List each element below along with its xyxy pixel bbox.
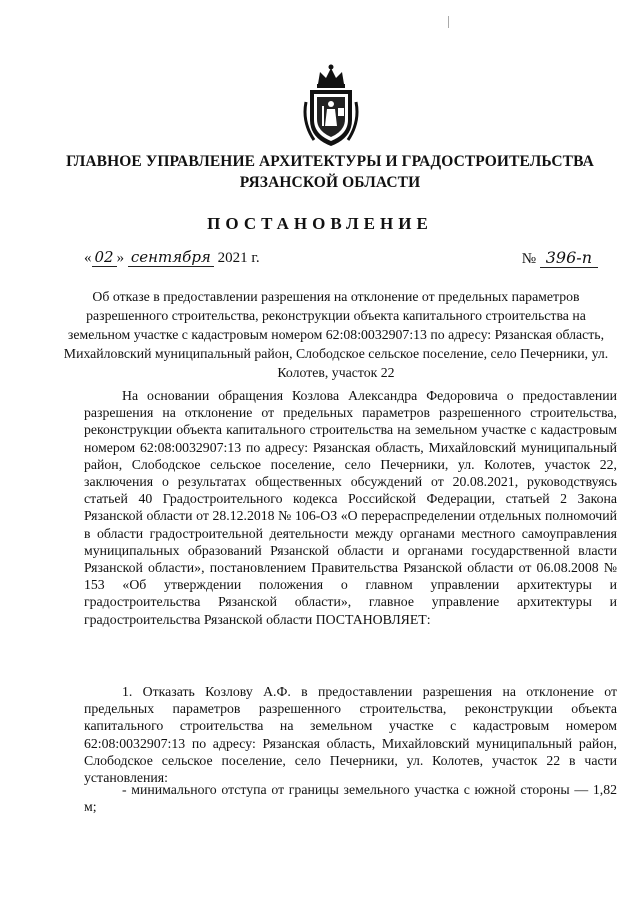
organization-name: ГЛАВНОЕ УПРАВЛЕНИЕ АРХИТЕКТУРЫ И ГРАДОСТРОИТЕЛЬСТВА РЯЗАНСКОЙ ОБЛАСТИ bbox=[66, 153, 594, 191]
document-date bbox=[84, 248, 260, 267]
scan-mark bbox=[448, 16, 449, 28]
document-type: ПОСТАНОВЛЕНИЕ bbox=[207, 214, 433, 233]
body-paragraph-2: 1. Отказать Козлову А.Ф. в предоставлении разрешения на отклонение от предельных параметров разрешенного строительства, реконструкции объекта капитального строительства на земельном участке с кадастровым номером 62:08:0032907:13 по адресу: Рязанская область, Михайловский муниципальный район, Слободское сельское поселение, село Печерники, ул. Колотев, участок 22 в части установления: bbox=[84, 684, 617, 786]
document-subject: Об отказе в предоставлении разрешения на отклонение от предельных параметров разрешенного строительства, реконструкции объекта капитального строительства на земельном участке с кадастровым номером 62:08:0032907:13 по адресу: Рязанская область, Михайловский муниципальный район, Слободское сельское поселение, село Печерники, ул. Колотев, участок 22 bbox=[63, 289, 609, 380]
body-paragraph-1: На основании обращения Козлова Александра Федоровича о предоставлении разрешения на отклонение от предельных параметров разрешенного строительства, реконструкции объекта капитального строительства на земельном участке с кадастровым номером 62:08:0032907:13 по адресу: Рязанская область, Михайловский муниципальный район, Слободское сельское поселение, село Печерники, ул. Колотев, участок 22, заключения о результатах общественных обсуждений от 20.08.2021, руководствуясь статьей 40 Градостроительного кодекса Российской Федерации, статьей 2 Закона Рязанской области от 28.12.2018 № 106-ОЗ «О перераспределении отдельных полномочий в области градостроительной деятельности между органами местного самоуправления муниципальных образований Рязанской области и органами государственной власти Рязанской области», постановлением Правительства Рязанской области от 06.08.2008 № 153 «Об утверждении положения о главном управлении архитектуры и градостроительства Рязанской области», главное управление архитектуры и градостроительства Рязанской области ПОСТАНОВЛЯЕТ: bbox=[84, 388, 617, 627]
date-month: сентября bbox=[128, 248, 214, 267]
date-close-quote: » bbox=[116, 250, 125, 266]
number-value: 396-п bbox=[540, 248, 598, 268]
date-year: 2021 г. bbox=[217, 250, 260, 266]
number-prefix: № bbox=[521, 251, 536, 267]
document-number bbox=[522, 248, 598, 268]
body-paragraph-3: - минимального отступа от границы земельного участка с южной стороны — 1,82 м; bbox=[84, 782, 617, 815]
date-open-quote: « bbox=[84, 250, 92, 266]
coat-of-arms-icon bbox=[300, 62, 362, 148]
date-day: 02 bbox=[92, 248, 117, 267]
